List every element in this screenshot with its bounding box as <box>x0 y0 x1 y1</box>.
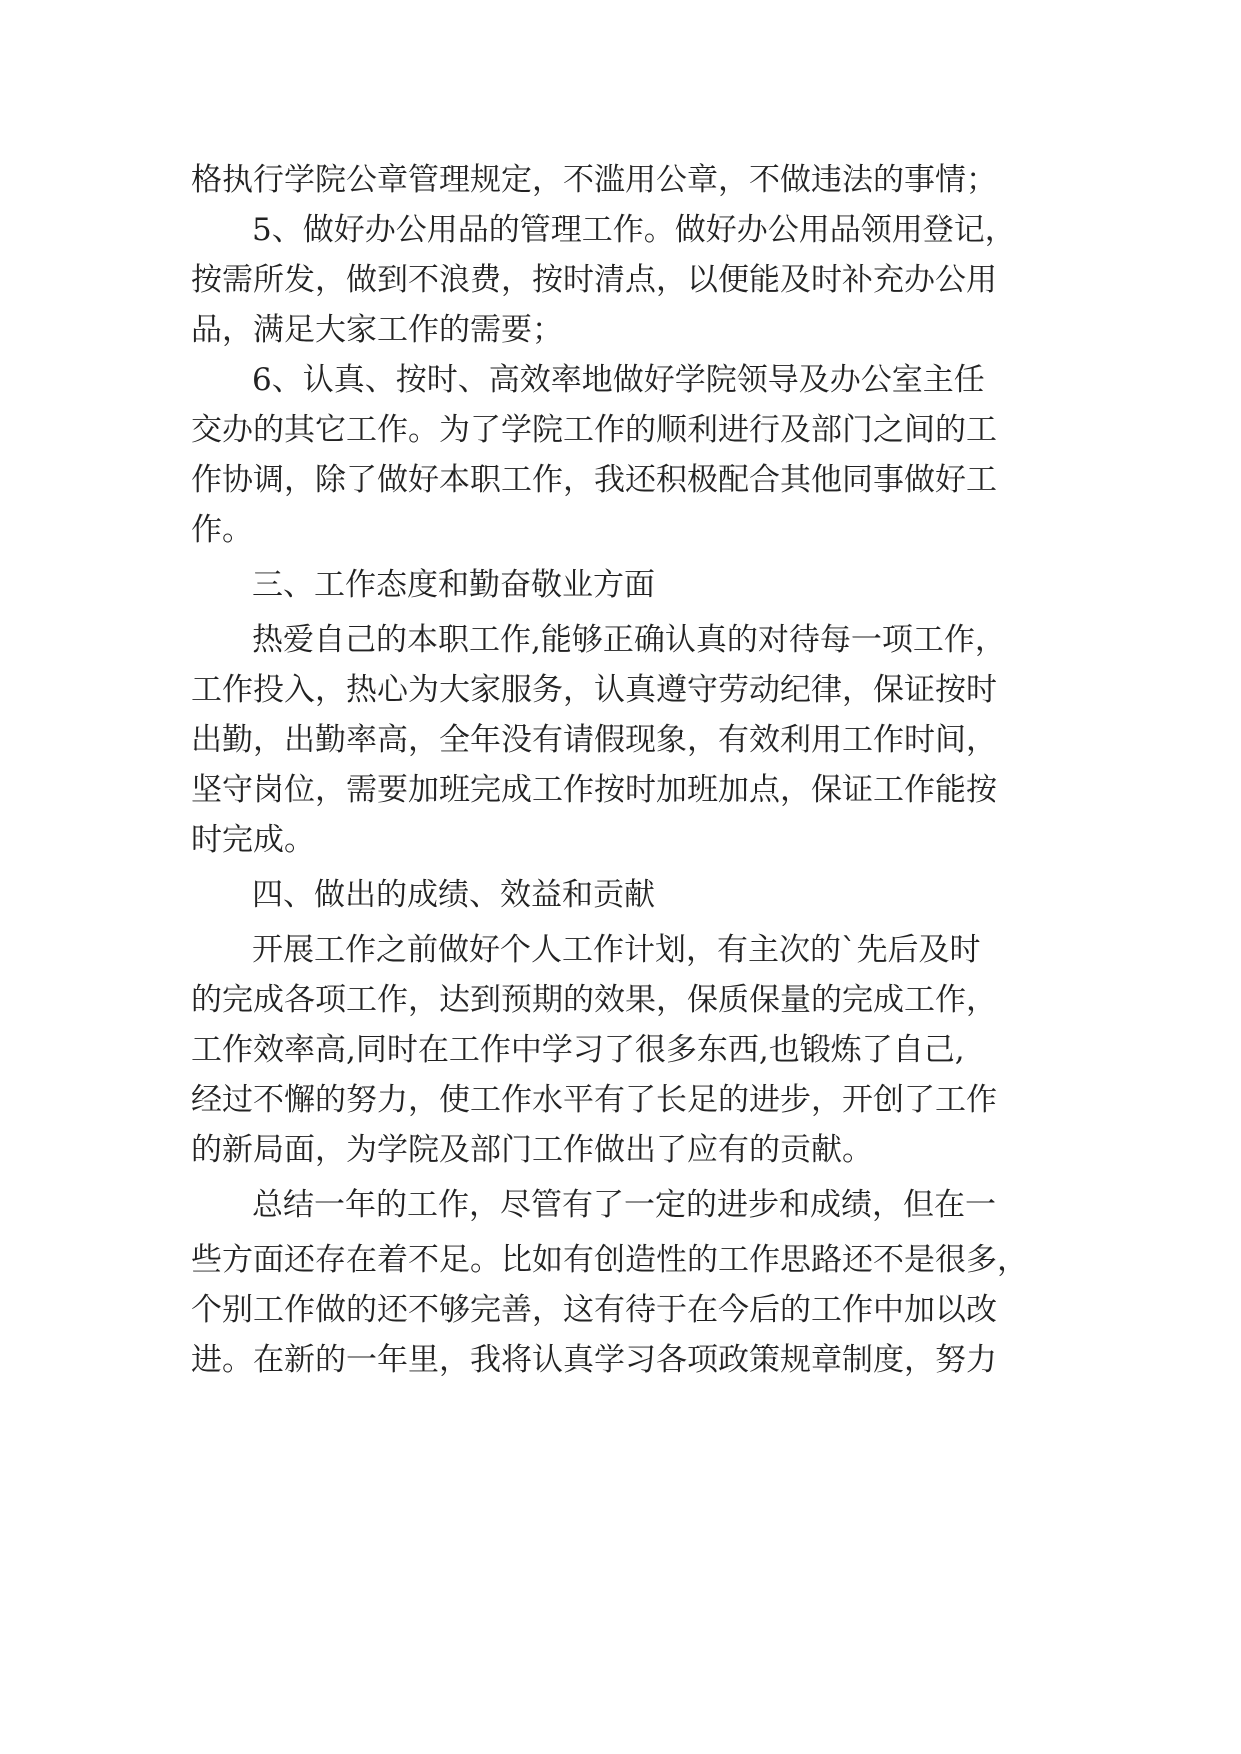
text-line: 5、做好办公用品的管理工作。做好办公用品领用登记， <box>252 212 1016 248</box>
text-line: 坚守岗位，需要加班完成工作按时加班加点，保证工作能按 <box>191 772 997 808</box>
section-heading: 三、工作态度和勤奋敬业方面 <box>252 567 655 603</box>
text-line: 交办的其它工作。为了学院工作的顺利进行及部门之间的工 <box>191 412 997 448</box>
text-line: 品，满足大家工作的需要； <box>191 312 563 348</box>
text-line: 进。在新的一年里，我将认真学习各项政策规章制度，努力 <box>191 1342 997 1378</box>
text-line: 总结一年的工作，尽管有了一定的进步和成绩，但在一 <box>252 1187 996 1223</box>
text-line: 按需所发，做到不浪费，按时清点，以便能及时补充办公用 <box>191 262 997 298</box>
text-line: 作协调，除了做好本职工作，我还积极配合其他同事做好工 <box>191 462 997 498</box>
text-line: 时完成。 <box>191 822 315 858</box>
text-line: 工作投入，热心为大家服务，认真遵守劳动纪律，保证按时 <box>191 672 997 708</box>
text-line: 开展工作之前做好个人工作计划，有主次的`先后及时 <box>252 932 981 968</box>
text-line: 出勤，出勤率高，全年没有请假现象，有效利用工作时间， <box>191 722 997 758</box>
text-line: 些方面还存在着不足。比如有创造性的工作思路还不是很多， <box>191 1242 1028 1278</box>
text-line: 格执行学院公章管理规定，不滥用公章，不做违法的事情； <box>191 162 997 198</box>
text-line: 热爱自己的本职工作,能够正确认真的对待每一项工作， <box>252 622 1006 658</box>
text-line: 的新局面，为学院及部门工作做出了应有的贡献。 <box>191 1132 873 1168</box>
text-line: 的完成各项工作，达到预期的效果，保质保量的完成工作， <box>191 982 997 1018</box>
text-line: 6、认真、按时、高效率地做好学院领导及办公室主任 <box>252 362 985 398</box>
text-line: 个别工作做的还不够完善，这有待于在今后的工作中加以改 <box>191 1292 997 1328</box>
text-line: 工作效率高,同时在工作中学习了很多东西,也锻炼了自己, <box>191 1032 965 1068</box>
section-heading: 四、做出的成绩、效益和贡献 <box>252 877 655 913</box>
text-line: 经过不懈的努力，使工作水平有了长足的进步，开创了工作 <box>191 1082 997 1118</box>
text-line: 作。 <box>191 512 253 548</box>
